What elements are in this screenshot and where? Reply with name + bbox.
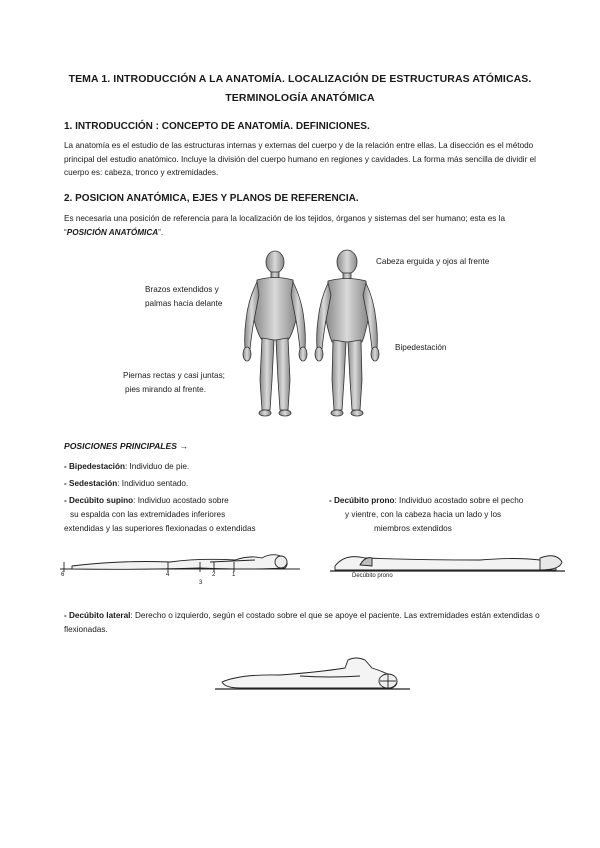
- item-bipedestacion-label: - Bipedestación: [64, 462, 125, 471]
- prone-caption: Decúbito prono: [352, 573, 393, 579]
- note-head: Cabeza erguida y ojos al frente: [376, 257, 490, 266]
- item-lateral-label: - Decúbito lateral: [64, 611, 131, 620]
- item-supino-label: - Decúbito supino: [64, 496, 134, 505]
- title-line-1: TEMA 1. INTRODUCCIÓN A LA ANATOMÍA. LOCALIZACIÓN DE ESTRUCTURAS ATÓMICAS.: [68, 73, 532, 85]
- note-arms-2: palmas hacia delante: [145, 299, 223, 308]
- section-1-paragraph: La anatomía es el estudio de las estructuras internas y externas del cuerpo y de la relación entre ellas. La disección es el método principal del estudio anatómico. Incluye la división del cuerpo humano en regiones y cavidades. La forma más sencilla de dividir el cuerpo es: cabeza, tronco y extremidades.: [64, 141, 536, 177]
- supine-number-1: 1: [232, 572, 236, 578]
- note-bipedestacion: Bipedestación: [395, 343, 447, 352]
- item-bipedestacion-text: : Individuo de pie.: [124, 462, 190, 471]
- section-2-heading: 2. POSICION ANATÓMICA, EJES Y PLANOS DE REFERENCIA.: [64, 193, 359, 204]
- item-supino-text-2: su espalda con las extremidades inferiores: [70, 510, 226, 519]
- item-lateral-text: : Derecho o izquierdo, según el costado sobre el que se apoye el paciente. Las extremidades están extendidas o flexionadas.: [64, 611, 540, 634]
- item-supino-text-1: : Individuo acostado sobre: [133, 496, 229, 505]
- item-prono-text-1: : Individuo acostado sobre el pecho: [394, 496, 524, 505]
- item-sedestacion-label: - Sedestación: [64, 479, 118, 488]
- positions-heading: POSICIONES PRINCIPALES →: [64, 441, 188, 451]
- note-legs-1: Piernas rectas y casi juntas;: [123, 371, 225, 380]
- item-supino-text-3: extendidas y las superiores flexionadas o extendidas: [64, 524, 256, 533]
- item-prono-text-2: y vientre, con la cabeza hacia un lado y los: [345, 510, 502, 519]
- anatomical-position-term: POSICIÓN ANATÓMICA: [66, 227, 159, 237]
- item-sedestacion-text: : Individuo sentado.: [117, 479, 189, 488]
- paragraph-pre: Es necesaria una posición de referencia para la localización de los tejidos, órganos y sistemas del ser humano; esta es la “: [64, 214, 506, 237]
- paragraph-post: ”.: [158, 227, 164, 237]
- supine-number-4: 4: [166, 572, 170, 578]
- note-legs-2: pies mirando al frente.: [125, 385, 207, 394]
- supine-number-6: 6: [61, 572, 65, 578]
- item-prono-text-3: miembros extendidos: [374, 524, 452, 533]
- item-prono-label: - Decúbito prono: [329, 496, 395, 505]
- note-arms-1: Brazos extendidos y: [145, 285, 219, 294]
- section-1-heading: 1. INTRODUCCIÓN : CONCEPTO DE ANATOMÍA. DEFINICIONES.: [64, 121, 370, 132]
- supine-number-3: 3: [199, 580, 203, 586]
- title-line-2: TERMINOLOGÍA ANATÓMICA: [225, 92, 375, 104]
- supine-number-2: 2: [212, 572, 216, 578]
